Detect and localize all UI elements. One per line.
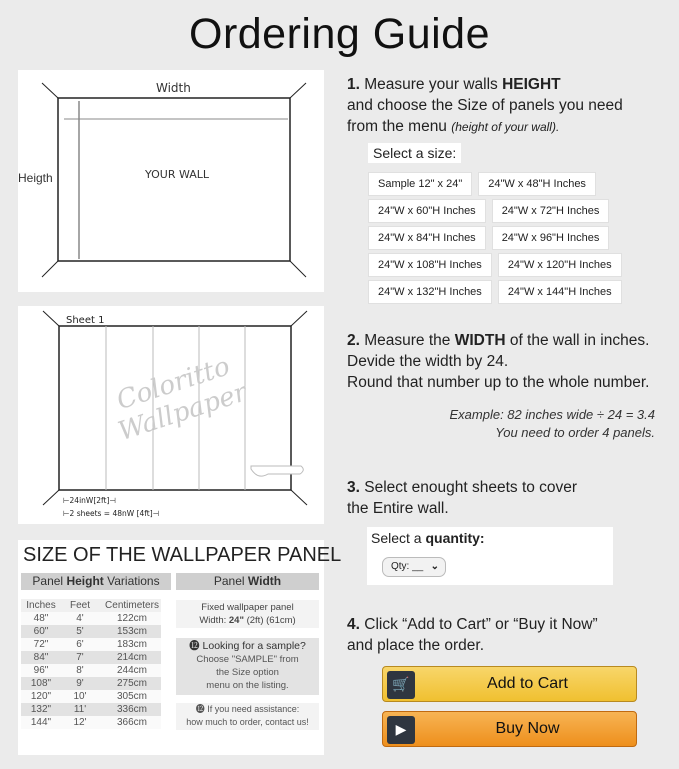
table-cell: 6' [76, 639, 84, 650]
size-panel-heading: SIZE OF THE WALLPAPER PANEL [23, 544, 342, 566]
step4-line1 [347, 614, 598, 635]
step3 [347, 477, 577, 519]
size-option[interactable]: 24"W x 84"H Inches [368, 226, 486, 250]
size-select-label [368, 143, 461, 163]
size-option[interactable]: 24"W x 144"H Inches [498, 280, 622, 304]
table-cell: 7' [76, 652, 84, 663]
qty-label-bold: quantity: [425, 530, 485, 546]
table-cell: 8' [76, 665, 84, 676]
qty-value: Qty: __ [391, 561, 424, 572]
step1-line3-text: from the menu [347, 118, 452, 135]
sheet-diagram [18, 306, 324, 524]
size-option-row [368, 226, 622, 250]
sample-text-line: menu on the listing. [206, 680, 289, 691]
step3-line2: the Entire wall. [347, 500, 449, 517]
table-cell: 9' [76, 678, 84, 689]
step3-line1 [347, 477, 577, 498]
table-row [21, 625, 161, 638]
size-option[interactable]: 24"W x 60"H Inches [368, 199, 486, 223]
column-header: Centimeters [105, 600, 159, 611]
size-option[interactable]: 24"W x 48"H Inches [478, 172, 596, 196]
watermark: Coloritto Wallpaper [113, 351, 251, 448]
table-cell: 153cm [116, 626, 147, 637]
table-cell: 96" [33, 665, 49, 676]
step2-text-post: of the wall in inches. [505, 332, 650, 349]
fixed-width-pre: Width: [199, 615, 229, 626]
table-cell: 12' [73, 717, 87, 728]
table-row [21, 638, 161, 651]
qty-label-pre: Select a [371, 530, 426, 546]
step2 [347, 330, 649, 393]
step1-bold: HEIGHT [502, 76, 561, 93]
step3-number: 3. [347, 479, 360, 496]
two-sheets-note: ⊢2 sheets = 48nW [4ft]⊣ [63, 509, 160, 518]
table-cell: 122cm [116, 613, 147, 624]
step1-number: 1. [347, 76, 360, 93]
column-header: Inches [26, 600, 56, 611]
table-cell: 11' [73, 704, 87, 715]
table-cell: 214cm [116, 652, 147, 663]
table-cell: 72" [33, 639, 49, 650]
table-cell: 108" [30, 678, 52, 689]
wall-diagram [18, 70, 324, 292]
size-option-row [368, 199, 622, 223]
height-header-bold: Height [66, 574, 104, 588]
table-cell: 183cm [116, 639, 147, 650]
sample-title: ⓬ Looking for a sample? [189, 640, 306, 652]
size-option[interactable]: 24"W x 132"H Inches [368, 280, 492, 304]
fixed-width-bold: 24" [228, 615, 244, 626]
sheet-width-note: ⊢24inW[2ft]⊣ [63, 496, 116, 505]
wall-label: YOUR WALL [145, 168, 210, 181]
fixed-width-line1: Fixed wallpaper panel [201, 602, 294, 613]
table-cell: 244cm [116, 665, 147, 676]
step2-line2: Devide the width by 24. [347, 353, 509, 370]
step1 [347, 74, 623, 138]
cart-icon: 🛒 [387, 671, 415, 699]
fixed-width-post: (2ft) (61cm) [243, 615, 296, 626]
height-header [21, 573, 171, 590]
assistance-line2[interactable]: how much to order, contact us! [186, 717, 309, 727]
table-row [21, 690, 161, 703]
assistance-box [176, 703, 319, 730]
example-line1: Example: 82 inches wide ÷ 24 = 3.4 [449, 407, 655, 422]
table-header-row [21, 599, 161, 612]
quantity-label [371, 530, 485, 546]
table-cell: 84" [33, 652, 49, 663]
size-option[interactable]: Sample 12" x 24" [368, 172, 472, 196]
fixed-width-box [176, 600, 319, 628]
width-header-bold: Width [247, 574, 282, 588]
step1-line2: and choose the Size of panels you need [347, 97, 623, 114]
step1-italic: (height of your wall). [451, 120, 560, 134]
assistance-line1: ⓬ If you need assistance: [195, 704, 300, 714]
example-line2: You need to order 4 panels. [495, 425, 655, 440]
size-option-row [368, 280, 622, 304]
table-cell: 10' [73, 691, 87, 702]
table-row [21, 612, 161, 625]
table-cell: 60" [33, 626, 49, 637]
step3-text: Select enought sheets to cover [359, 479, 578, 496]
table-cell: 305cm [116, 691, 147, 702]
size-label-pre: Select a [373, 145, 428, 161]
column-header: Feet [69, 600, 90, 611]
table-cell: 132" [30, 704, 52, 715]
wall-diagram-graphic [18, 70, 324, 292]
step1-line3 [347, 116, 623, 138]
height-label: Heigth [18, 171, 53, 185]
example [449, 406, 655, 442]
table-row [21, 677, 161, 690]
table-cell: 4' [76, 613, 84, 624]
size-options [368, 172, 622, 304]
table-row [21, 716, 161, 729]
width-label: Width [156, 81, 191, 95]
height-header-post: Variations [103, 574, 160, 588]
buy-now-label: Buy Now [495, 720, 560, 737]
buy-now-button[interactable] [382, 711, 637, 747]
chevron-down-icon: ⌄ [430, 561, 439, 572]
size-option[interactable]: 24"W x 96"H Inches [492, 226, 610, 250]
sample-text-line: Choose "SAMPLE" from [196, 654, 299, 665]
add-to-cart-label: Add to Cart [487, 675, 568, 692]
step2-text: Measure the [359, 332, 455, 349]
size-option[interactable]: 24"W x 120"H Inches [498, 253, 622, 277]
step2-line3: Round that number up to the whole number. [347, 374, 650, 391]
size-option-row [368, 172, 622, 196]
table-row [21, 703, 161, 716]
table-cell: 144" [30, 717, 52, 728]
table-cell: 275cm [116, 678, 147, 689]
size-label-bold: size: [427, 145, 457, 161]
size-panel [18, 540, 342, 755]
step2-line1 [347, 330, 649, 351]
table-cell: 366cm [116, 717, 147, 728]
step2-bold: WIDTH [454, 332, 506, 349]
size-option[interactable]: 24"W x 72"H Inches [492, 199, 610, 223]
table-row [21, 664, 161, 677]
step4-text: Click “Add to Cart” or “Buy it Now” [359, 616, 598, 633]
step1-line1 [347, 74, 623, 95]
add-to-cart-button[interactable] [382, 666, 637, 702]
width-header-pre: Panel [213, 574, 248, 588]
width-header [176, 573, 319, 590]
table-cell: 120" [30, 691, 52, 702]
step4-line2: and place the order. [347, 637, 485, 654]
fixed-width-line2 [176, 614, 319, 627]
height-header-pre: Panel [32, 574, 67, 588]
step1-text: Measure your walls [359, 76, 503, 93]
table-cell: 48" [33, 613, 49, 624]
step4-number: 4. [347, 616, 360, 633]
table-cell: 336cm [116, 704, 147, 715]
play-icon: ▶ [387, 716, 415, 744]
sample-box [176, 638, 319, 695]
sample-text-line: the Size option [216, 667, 279, 678]
quantity-box [367, 527, 613, 585]
quantity-dropdown[interactable] [382, 557, 446, 577]
step2-number: 2. [347, 332, 360, 349]
sheet-label: Sheet 1 [66, 315, 105, 326]
page-title: Ordering Guide [189, 10, 490, 58]
table-row [21, 651, 161, 664]
size-option[interactable]: 24"W x 108"H Inches [368, 253, 492, 277]
size-option-row [368, 253, 622, 277]
step4 [347, 614, 598, 656]
table-cell: 5' [76, 626, 84, 637]
